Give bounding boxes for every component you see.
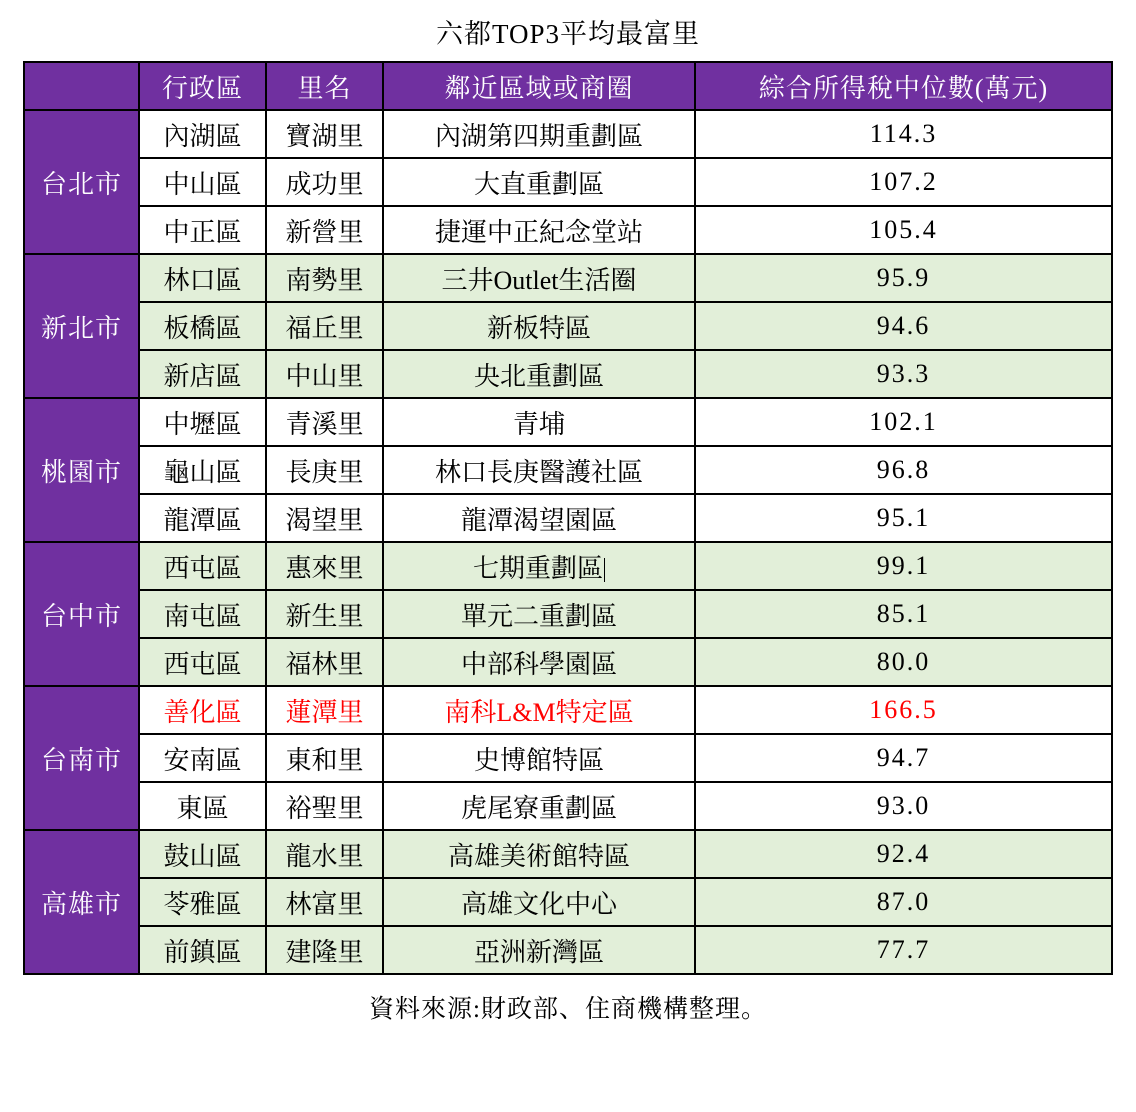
table-row xyxy=(24,110,1112,158)
district-cell: 林口區 xyxy=(139,254,266,302)
table-row xyxy=(24,542,1112,590)
table-row xyxy=(24,446,1112,494)
city-cell: 台中市 xyxy=(24,542,139,686)
table-row xyxy=(24,494,1112,542)
city-cell: 新北市 xyxy=(24,254,139,398)
header-cell-village: 里名 xyxy=(266,62,383,110)
area-cell: 央北重劃區 xyxy=(383,350,695,398)
value-cell: 93.3 xyxy=(695,350,1112,398)
village-cell: 福林里 xyxy=(266,638,383,686)
district-cell: 龍潭區 xyxy=(139,494,266,542)
value-cell: 80.0 xyxy=(695,638,1112,686)
table-row xyxy=(24,302,1112,350)
table-row xyxy=(24,878,1112,926)
area-cell: 大直重劃區 xyxy=(383,158,695,206)
value-cell: 166.5 xyxy=(695,686,1112,734)
value-cell: 85.1 xyxy=(695,590,1112,638)
district-cell: 中壢區 xyxy=(139,398,266,446)
table-row xyxy=(24,254,1112,302)
table-row xyxy=(24,638,1112,686)
value-cell: 99.1 xyxy=(695,542,1112,590)
city-cell: 台北市 xyxy=(24,110,139,254)
village-cell: 福丘里 xyxy=(266,302,383,350)
village-cell: 青溪里 xyxy=(266,398,383,446)
district-cell: 內湖區 xyxy=(139,110,266,158)
village-cell: 惠來里 xyxy=(266,542,383,590)
city-cell: 桃園市 xyxy=(24,398,139,542)
area-cell: 高雄美術館特區 xyxy=(383,830,695,878)
area-cell: 林口長庚醫護社區 xyxy=(383,446,695,494)
page-title: 六都TOP3平均最富里 xyxy=(435,19,701,49)
table-row xyxy=(24,830,1112,878)
area-cell: 南科L&M特定區 xyxy=(383,686,695,734)
header-row xyxy=(24,62,1112,110)
area-cell: 中部科學園區 xyxy=(383,638,695,686)
village-cell: 成功里 xyxy=(266,158,383,206)
table-header xyxy=(24,62,1112,110)
district-cell: 前鎮區 xyxy=(139,926,266,974)
area-cell: 史博館特區 xyxy=(383,734,695,782)
city-cell: 台南市 xyxy=(24,686,139,830)
district-cell: 板橋區 xyxy=(139,302,266,350)
value-cell: 102.1 xyxy=(695,398,1112,446)
district-cell: 東區 xyxy=(139,782,266,830)
table-row xyxy=(24,398,1112,446)
area-cell: 亞洲新灣區 xyxy=(383,926,695,974)
value-cell: 107.2 xyxy=(695,158,1112,206)
area-cell: 單元二重劃區 xyxy=(383,590,695,638)
area-cell: 青埔 xyxy=(383,398,695,446)
district-cell: 新店區 xyxy=(139,350,266,398)
district-cell: 南屯區 xyxy=(139,590,266,638)
village-cell: 裕聖里 xyxy=(266,782,383,830)
source-note: 資料來源:財政部、住商機構整理。 xyxy=(369,996,767,1023)
area-cell: 內湖第四期重劃區 xyxy=(383,110,695,158)
value-cell: 87.0 xyxy=(695,878,1112,926)
district-cell: 西屯區 xyxy=(139,542,266,590)
header-cell-area: 鄰近區域或商圈 xyxy=(383,62,695,110)
richest-village-table xyxy=(23,61,1113,975)
village-cell: 林富里 xyxy=(266,878,383,926)
text-caret xyxy=(604,558,605,582)
village-cell: 蓮潭里 xyxy=(266,686,383,734)
table-row xyxy=(24,782,1112,830)
area-cell: 三井Outlet生活圈 xyxy=(383,254,695,302)
table-row xyxy=(24,206,1112,254)
table-body xyxy=(24,110,1112,974)
table-row xyxy=(24,686,1112,734)
table-row xyxy=(24,590,1112,638)
village-cell: 龍水里 xyxy=(266,830,383,878)
value-cell: 114.3 xyxy=(695,110,1112,158)
city-cell: 高雄市 xyxy=(24,830,139,974)
table-row xyxy=(24,158,1112,206)
district-cell: 鼓山區 xyxy=(139,830,266,878)
header-cell-district: 行政區 xyxy=(139,62,266,110)
area-cell: 新板特區 xyxy=(383,302,695,350)
value-cell: 95.1 xyxy=(695,494,1112,542)
value-cell: 105.4 xyxy=(695,206,1112,254)
district-cell: 苓雅區 xyxy=(139,878,266,926)
area-cell: 龍潭渴望園區 xyxy=(383,494,695,542)
district-cell: 龜山區 xyxy=(139,446,266,494)
village-cell: 東和里 xyxy=(266,734,383,782)
table-row xyxy=(24,350,1112,398)
value-cell: 96.8 xyxy=(695,446,1112,494)
value-cell: 94.6 xyxy=(695,302,1112,350)
village-cell: 新生里 xyxy=(266,590,383,638)
area-cell: 高雄文化中心 xyxy=(383,878,695,926)
table-row xyxy=(24,734,1112,782)
district-cell: 中正區 xyxy=(139,206,266,254)
value-cell: 77.7 xyxy=(695,926,1112,974)
table-row xyxy=(24,926,1112,974)
area-cell: 捷運中正紀念堂站 xyxy=(383,206,695,254)
value-cell: 92.4 xyxy=(695,830,1112,878)
district-cell: 西屯區 xyxy=(139,638,266,686)
value-cell: 95.9 xyxy=(695,254,1112,302)
district-cell: 安南區 xyxy=(139,734,266,782)
village-cell: 渴望里 xyxy=(266,494,383,542)
village-cell: 新營里 xyxy=(266,206,383,254)
header-cell-city xyxy=(24,62,139,110)
district-cell: 中山區 xyxy=(139,158,266,206)
value-cell: 93.0 xyxy=(695,782,1112,830)
header-cell-value: 綜合所得稅中位數(萬元) xyxy=(695,62,1112,110)
village-cell: 長庚里 xyxy=(266,446,383,494)
value-cell: 94.7 xyxy=(695,734,1112,782)
district-cell: 善化區 xyxy=(139,686,266,734)
village-cell: 南勢里 xyxy=(266,254,383,302)
area-cell: 虎尾寮重劃區 xyxy=(383,782,695,830)
village-cell: 建隆里 xyxy=(266,926,383,974)
village-cell: 寶湖里 xyxy=(266,110,383,158)
village-cell: 中山里 xyxy=(266,350,383,398)
area-cell: 七期重劃區 xyxy=(383,542,695,590)
